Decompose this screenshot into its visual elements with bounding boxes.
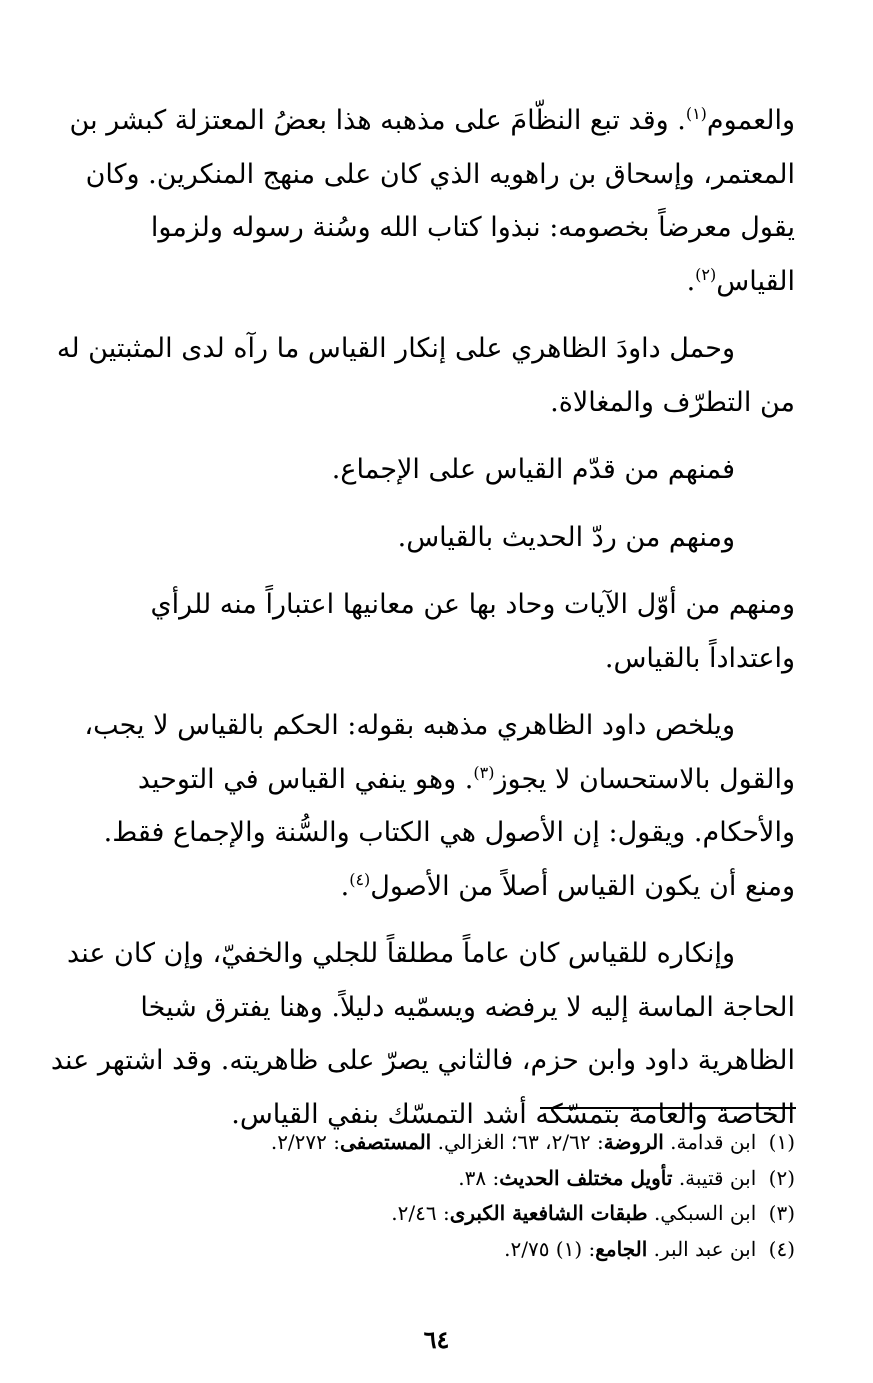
- footnote-author: ابن قتيبة.: [678, 1165, 757, 1190]
- text-line: يقول معرضاً بخصومه: نبذوا كتاب الله وسُنة رسوله ولزموا: [150, 212, 795, 243]
- footnote-number: (٢): [768, 1165, 795, 1190]
- text-line: [50, 753, 795, 807]
- footnote-reference-3: (٣): [473, 762, 495, 782]
- text-line: وحمل داودَ الظاهري على إنكار القياس ما رآه لدى المثبتين له: [56, 333, 735, 364]
- text-line: فمنهم من قدّم القياس على الإجماع.: [331, 454, 735, 485]
- footnote-reference-2: (٢): [695, 264, 717, 284]
- text-line: الخاصة والعامة بتمسّكه أشد التمسّك بنفي القياس.: [231, 1098, 795, 1130]
- footnote-1: [50, 1125, 795, 1161]
- text-line: ويلخص داود الظاهري مذهبه بقوله: الحكم بالقياس لا يجب،: [84, 710, 735, 741]
- footnote-text: : ٢/٤٦.: [391, 1201, 450, 1225]
- text-span: . وقد تبع النظّامَ على مذهبه هذا بعضُ المعتزلة كبشر بن: [69, 105, 686, 136]
- footnote-3: [50, 1196, 795, 1232]
- text-span: .: [340, 870, 350, 902]
- footnote-reference-4: (٤): [349, 869, 371, 889]
- page-number: ٦٤: [423, 1325, 450, 1354]
- text-span: والعموم: [706, 105, 795, 136]
- footnote-reference-1: (١): [685, 104, 707, 123]
- text-line: وإنكاره للقياس كان عاماً مطلقاً للجلي والخفيّ، وإن كان عند: [67, 938, 735, 969]
- footnote-text: : ٣٨.: [458, 1165, 500, 1190]
- paragraph-3: [50, 443, 795, 497]
- footnote-title: الجامع: [595, 1236, 648, 1261]
- text-line: [50, 94, 795, 148]
- paragraph-4: [50, 511, 795, 565]
- text-line: [50, 255, 795, 309]
- paragraph-5: [50, 578, 795, 685]
- footnote-number: (١): [768, 1130, 795, 1154]
- footnote-author: ابن قدامة.: [670, 1130, 757, 1154]
- main-text-body: [50, 94, 795, 1141]
- text-span: . وهو ينفي القياس في التوحيد: [137, 763, 474, 795]
- text-line: الحاجة الماسة إليه لا يرفضه ويسمّيه دليلاً. وهنا يفترق شيخا: [140, 991, 795, 1023]
- paragraph-1: [50, 94, 795, 308]
- footnote-title: طبقات الشافعية الكبرى: [449, 1201, 648, 1225]
- footnote-4: [50, 1232, 795, 1268]
- text-line: واعتداداً بالقياس.: [604, 642, 795, 674]
- text-line: الظاهرية داود وابن حزم، فالثاني يصرّ على ظاهريته. وقد اشتهر عند: [50, 1045, 795, 1076]
- text-line: ومنهم من ردّ الحديث بالقياس.: [397, 521, 735, 553]
- footnote-text: : (١) ٢/٧٥.: [504, 1236, 596, 1261]
- footnote-number: (٣): [768, 1201, 795, 1225]
- text-span: والقول بالاستحسان لا يجوز: [494, 763, 795, 795]
- paragraph-6: [50, 699, 795, 913]
- footnote-author: ابن السبكي.: [653, 1201, 757, 1225]
- footnotes-section: [50, 1125, 795, 1267]
- footnote-separator: [540, 1107, 796, 1109]
- paragraph-2: [50, 322, 795, 429]
- footnote-number: (٤): [768, 1236, 795, 1261]
- footnote-title: تأويل مختلف الحديث: [499, 1165, 673, 1190]
- text-line: [50, 860, 795, 914]
- text-line: والأحكام. ويقول: إن الأصول هي الكتاب والسُّنة والإجماع فقط.: [103, 817, 795, 848]
- footnote-2: [50, 1161, 795, 1197]
- text-span: القياس: [716, 265, 795, 297]
- text-line: المعتمر، وإسحاق بن راهويه الذي كان على منهج المنكرين. وكان: [85, 158, 795, 190]
- footnote-text: : ٢/٢٧٢.: [270, 1130, 341, 1154]
- footnote-author: ابن عبد البر.: [653, 1236, 757, 1261]
- footnote-title: المستصفى: [340, 1130, 432, 1154]
- text-span: ومنع أن يكون القياس أصلاً من الأصول: [370, 870, 795, 902]
- footnote-text: : ٢/٦٢، ٦٣؛ الغزالي.: [437, 1130, 604, 1154]
- footnote-title: الروضة: [603, 1130, 664, 1154]
- text-span: .: [686, 265, 696, 297]
- text-line: ومنهم من أوّل الآيات وحاد بها عن معانيها اعتباراً منه للرأي: [150, 589, 795, 620]
- text-line: من التطرّف والمغالاة.: [550, 386, 795, 418]
